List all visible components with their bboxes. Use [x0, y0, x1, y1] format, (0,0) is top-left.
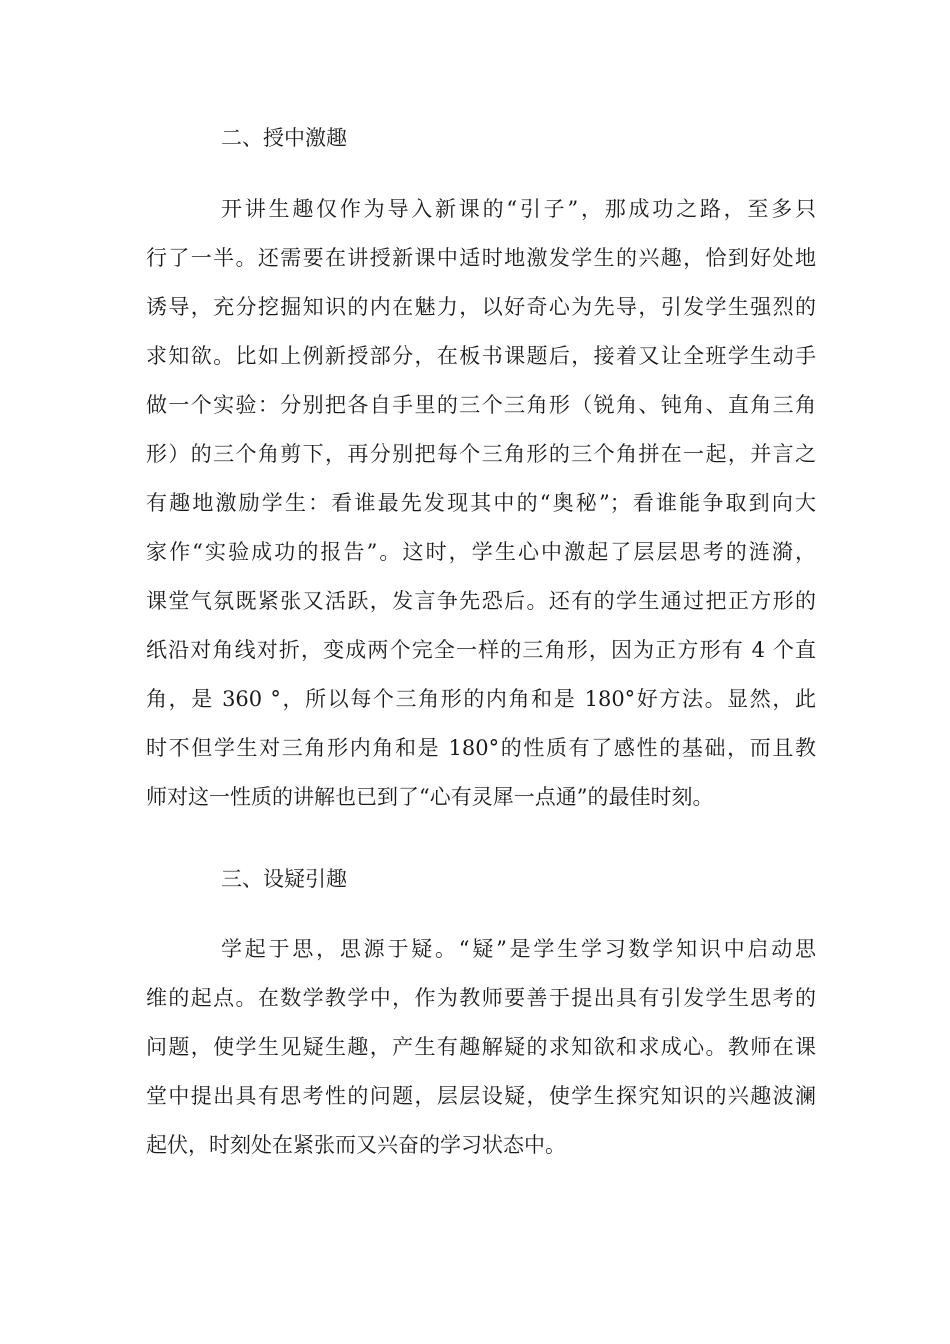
paragraph-line: 家作“实验成功的报告”。这时，学生心中激起了层层思考的涟漪，: [146, 540, 816, 564]
paragraph-line: 行了一半。还需要在讲授新课中适时地激发学生的兴趣，恰到好处地: [146, 246, 816, 270]
paragraph-line: 角，是 360 °，所以每个三角形的内角和是 180°好方法。显然，此: [146, 687, 816, 711]
paragraph-line: 诱导，充分挖掘知识的内在魅力，以好奇心为先导，引发学生强烈的: [146, 295, 816, 319]
paragraph-line: 时不但学生对三角形内角和是 180°的性质有了感性的基础，而且教: [146, 736, 816, 760]
section-heading: 三、设疑引趣: [221, 867, 347, 891]
section-heading: 二、授中激趣: [221, 126, 347, 150]
paragraph-line: 求知欲。比如上例新授部分，在板书课题后，接着又让全班学生动手: [146, 344, 816, 368]
paragraph-line: 有趣地激励学生：看谁最先发现其中的“奥秘”；看谁能争取到向大: [146, 491, 816, 515]
paragraph-line: 课堂气氛既紧张又活跃，发言争先恐后。还有的学生通过把正方形的: [146, 589, 816, 613]
paragraph-line: 纸沿对角线对折，变成两个完全一样的三角形，因为正方形有 4 个直: [146, 638, 816, 662]
paragraph-line: 维的起点。在数学教学中，作为教师要善于提出具有引发学生思考的: [146, 986, 816, 1010]
paragraph-line: 做一个实验：分别把各自手里的三个三角形（锐角、钝角、直角三角: [146, 393, 816, 417]
paragraph-line: 堂中提出具有思考性的问题，层层设疑，使学生探究知识的兴趣波澜: [146, 1084, 816, 1108]
paragraph-line: 开讲生趣仅作为导入新课的“引子”，那成功之路，至多只: [221, 197, 816, 221]
paragraph-line: 学起于思，思源于疑。“疑”是学生学习数学知识中启动思: [221, 937, 816, 961]
paragraph-line: 形）的三个角剪下，再分别把每个三角形的三个角拼在一起，并言之: [146, 442, 816, 466]
paragraph-line: 起伏，时刻处在紧张而又兴奋的学习状态中。: [146, 1133, 566, 1157]
paragraph-line: 师对这一性质的讲解也已到了“心有灵犀一点通”的最佳时刻。: [146, 785, 714, 809]
paragraph-line: 问题，使学生见疑生趣，产生有趣解疑的求知欲和求成心。教师在课: [146, 1035, 816, 1059]
